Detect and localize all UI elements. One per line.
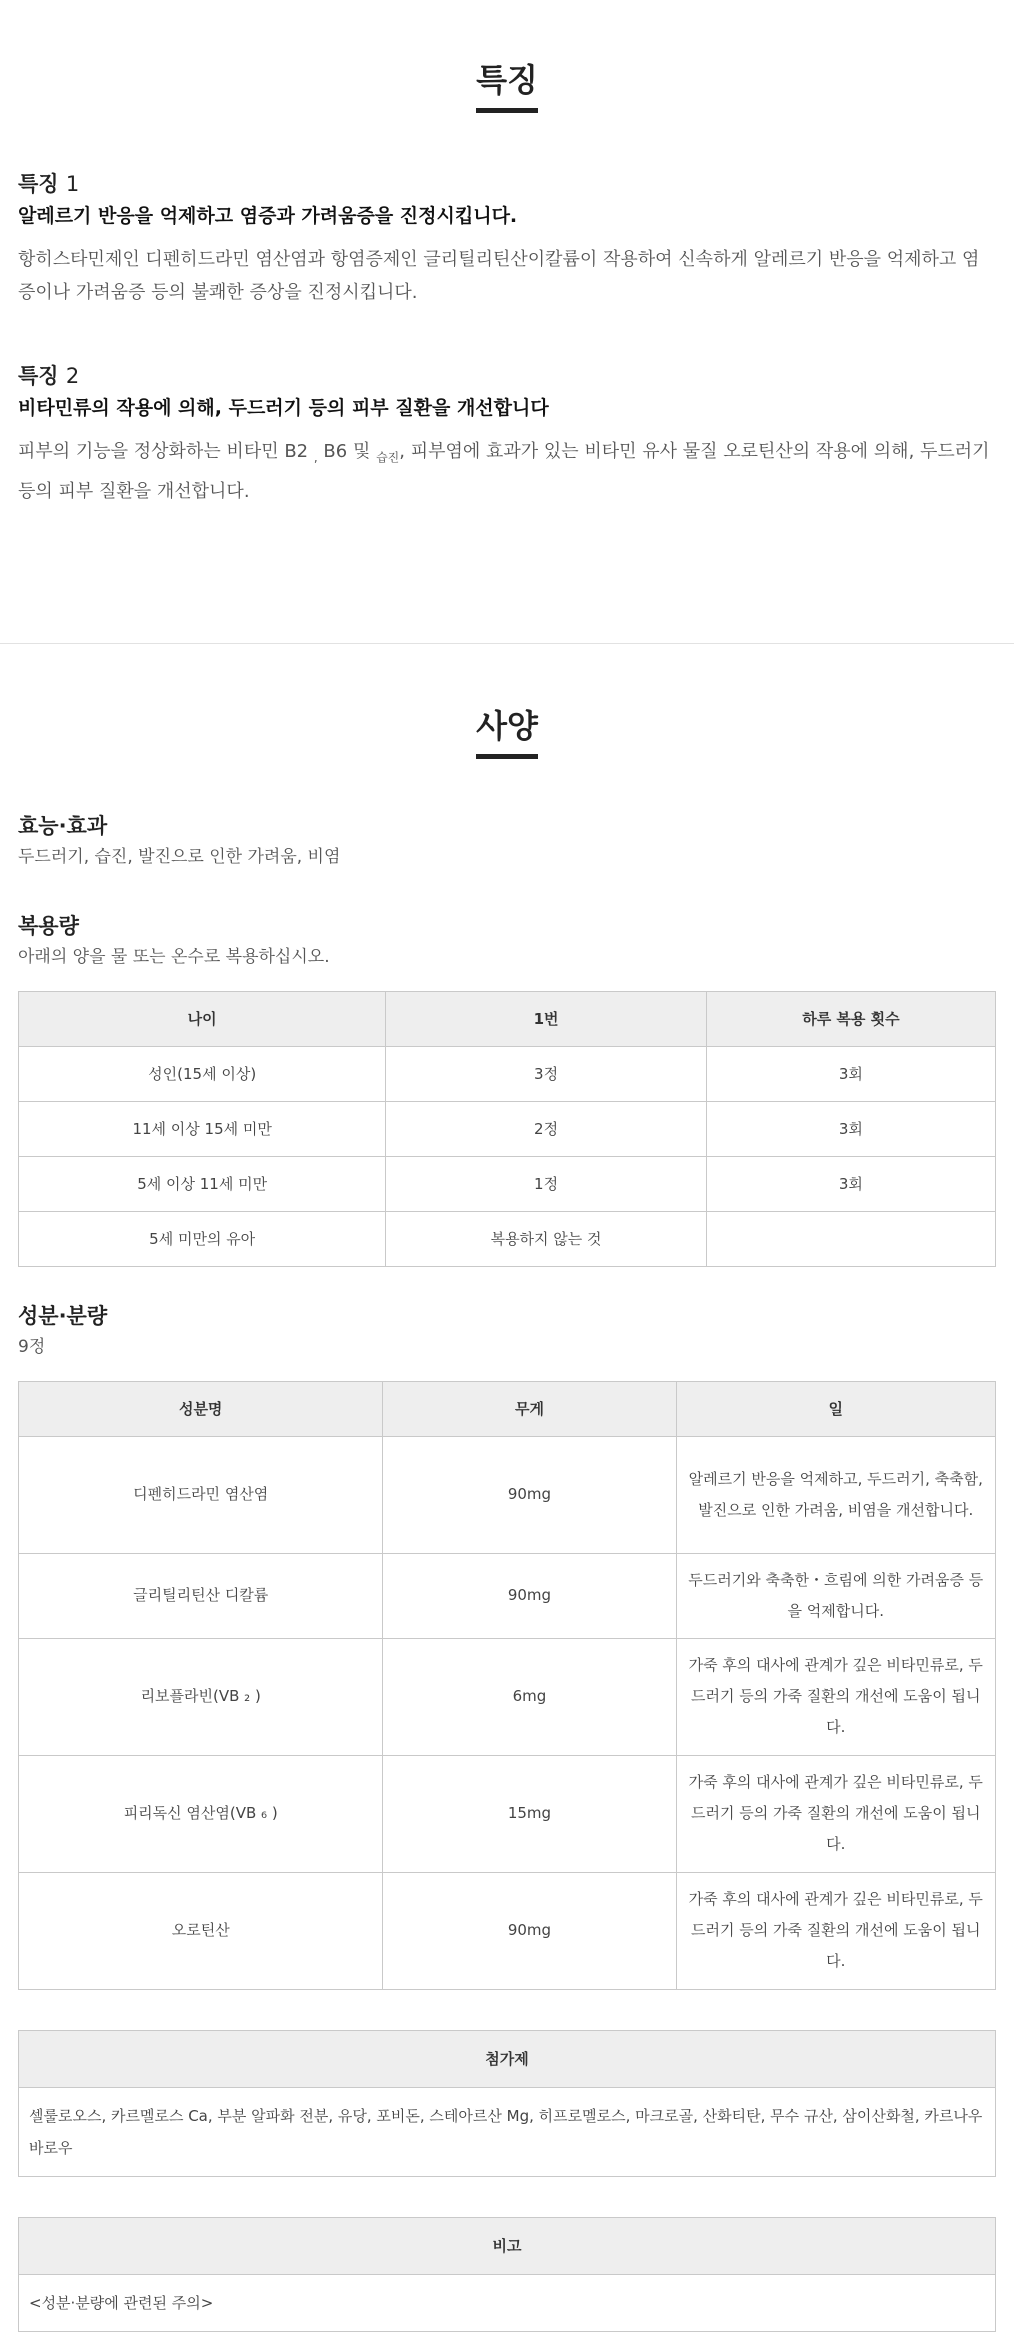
- dosage-header-per-dose: 1번: [386, 991, 706, 1046]
- ingredient-name-cell: 오로틴산: [19, 1872, 383, 1989]
- ingredients-table: [18, 1381, 996, 1990]
- dosage-cell: 복용하지 않는 것: [386, 1211, 706, 1266]
- dosage-cell: 성인(15세 이상): [19, 1046, 386, 1101]
- ingredient-name-cell: 디펜히드라민 염산염: [19, 1436, 383, 1553]
- ingredients-header-row: [19, 1381, 996, 1436]
- spec-title-text: 사양: [476, 706, 538, 759]
- ingredients-heading: 성분·분량: [18, 1303, 108, 1328]
- dosage-heading: 복용량: [18, 913, 79, 938]
- dosage-cell: 3정: [386, 1046, 706, 1101]
- remarks-table: [18, 2217, 996, 2332]
- feature-1-headline: 알레르기 반응을 억제하고 염증과 가려움증을 진정시킵니다.: [18, 205, 518, 227]
- ingredient-function-cell: 가죽 후의 대사에 관계가 깊은 비타민류로, 두드러기 등의 가죽 질환의 개선에 도움이 됩니다.: [676, 1638, 996, 1755]
- ingredients-header-name: 성분명: [19, 1381, 383, 1436]
- dosage-cell: 3회: [706, 1101, 995, 1156]
- ingredients-header-weight: 무게: [383, 1381, 676, 1436]
- table-row: [19, 1101, 996, 1156]
- features-section-title: [18, 0, 996, 113]
- ingredient-weight-cell: 15mg: [383, 1755, 676, 1872]
- feature-1-body: 항히스타민제인 디펜히드라민 염산염과 항염증제인 글리틸리틴산이칼륨이 작용하여 신속하게 알레르기 반응을 억제하고 염증이나 가려움증 등의 불쾌한 증상을 진정시킵니다.: [18, 249, 980, 303]
- feature-2-headline: 비타민류의 작용에 의해, 두드러기 등의 피부 질환을 개선합니다: [18, 397, 549, 419]
- dosage-block: [18, 911, 996, 971]
- dosage-cell: 2정: [386, 1101, 706, 1156]
- dosage-cell: [706, 1211, 995, 1266]
- dosage-table: [18, 991, 996, 1267]
- table-row: [19, 1211, 996, 1266]
- ingredient-name-cell: 글리틸리틴산 디칼륨: [19, 1553, 383, 1638]
- table-row: [19, 1156, 996, 1211]
- ingredients-block: [18, 1301, 996, 1361]
- ingredients-header-function: 일: [676, 1381, 996, 1436]
- features-title-text: 특징: [476, 60, 538, 113]
- feature-1: [18, 169, 996, 309]
- feature-2-body: 피부의 기능을 정상화하는 비타민 B2 $_,$ B6 및 $_{습진}$, 피부염에 효과가 있는 비타민 유사 물질 오로틴산의 작용에 의해, 두드러기 등의 피부 질환을 개선합니다.: [18, 441, 990, 502]
- dosage-cell: 5세 이상 11세 미만: [19, 1156, 386, 1211]
- remarks-text: <성분·분량에 관련된 주의>: [19, 2274, 996, 2331]
- feature-1-label: 특징 1: [18, 172, 80, 196]
- table-row: [19, 1553, 996, 1638]
- dosage-cell: 3회: [706, 1156, 995, 1211]
- dosage-cell: 3회: [706, 1046, 995, 1101]
- spec-section-title: [18, 644, 996, 759]
- feature-2: [18, 361, 996, 508]
- spec-wrap: [0, 644, 1014, 2332]
- table-row: [19, 1046, 996, 1101]
- dosage-cell: 1정: [386, 1156, 706, 1211]
- ingredient-function-cell: 알레르기 반응을 억제하고, 두드러기, 축축함, 발진으로 인한 가려움, 비염을 개선합니다.: [676, 1436, 996, 1553]
- ingredient-name-cell: 리보플라빈(VB ₂ ): [19, 1638, 383, 1755]
- efficacy-text: 두드러기, 습진, 발진으로 인한 가려움, 비염: [18, 846, 341, 867]
- ingredient-weight-cell: 90mg: [383, 1436, 676, 1553]
- dosage-header-age: 나이: [19, 991, 386, 1046]
- dosage-header-row: [19, 991, 996, 1046]
- dosage-text: 아래의 양을 물 또는 온수로 복용하십시오.: [18, 946, 330, 967]
- ingredient-function-cell: 가죽 후의 대사에 관계가 깊은 비타민류로, 두드러기 등의 가죽 질환의 개선에 도움이 됩니다.: [676, 1872, 996, 1989]
- efficacy-block: [18, 811, 996, 871]
- table-row: [19, 1436, 996, 1553]
- dosage-cell: 5세 미만의 유아: [19, 1211, 386, 1266]
- dosage-header-times: 하루 복용 횟수: [706, 991, 995, 1046]
- table-row: [19, 1638, 996, 1755]
- ingredient-function-cell: 가죽 후의 대사에 관계가 깊은 비타민류로, 두드러기 등의 가죽 질환의 개선에 도움이 됩니다.: [676, 1755, 996, 1872]
- efficacy-heading: 효능·효과: [18, 813, 108, 838]
- ingredient-weight-cell: 90mg: [383, 1553, 676, 1638]
- additives-text: 셀룰로오스, 카르멜로스 Ca, 부분 알파화 전분, 유당, 포비돈, 스테아르산 Mg, 히프로멜로스, 마크로골, 산화티탄, 무수 규산, 삼이산화철, 카르나우바로우: [19, 2087, 996, 2176]
- table-row: [19, 1755, 996, 1872]
- ingredient-function-cell: 두드러기와 축축한・흐림에 의한 가려움증 등을 억제합니다.: [676, 1553, 996, 1638]
- ingredients-text: 9정: [18, 1336, 46, 1357]
- ingredient-weight-cell: 90mg: [383, 1872, 676, 1989]
- table-row: [19, 1872, 996, 1989]
- additives-table: [18, 2030, 996, 2177]
- dosage-cell: 11세 이상 15세 미만: [19, 1101, 386, 1156]
- ingredient-name-cell: 피리독신 염산염(VB ₆ ): [19, 1755, 383, 1872]
- additives-header: 첨가제: [19, 2030, 996, 2087]
- page: [0, 0, 1014, 508]
- remarks-header: 비고: [19, 2217, 996, 2274]
- feature-2-label: 특징 2: [18, 364, 80, 388]
- ingredient-weight-cell: 6mg: [383, 1638, 676, 1755]
